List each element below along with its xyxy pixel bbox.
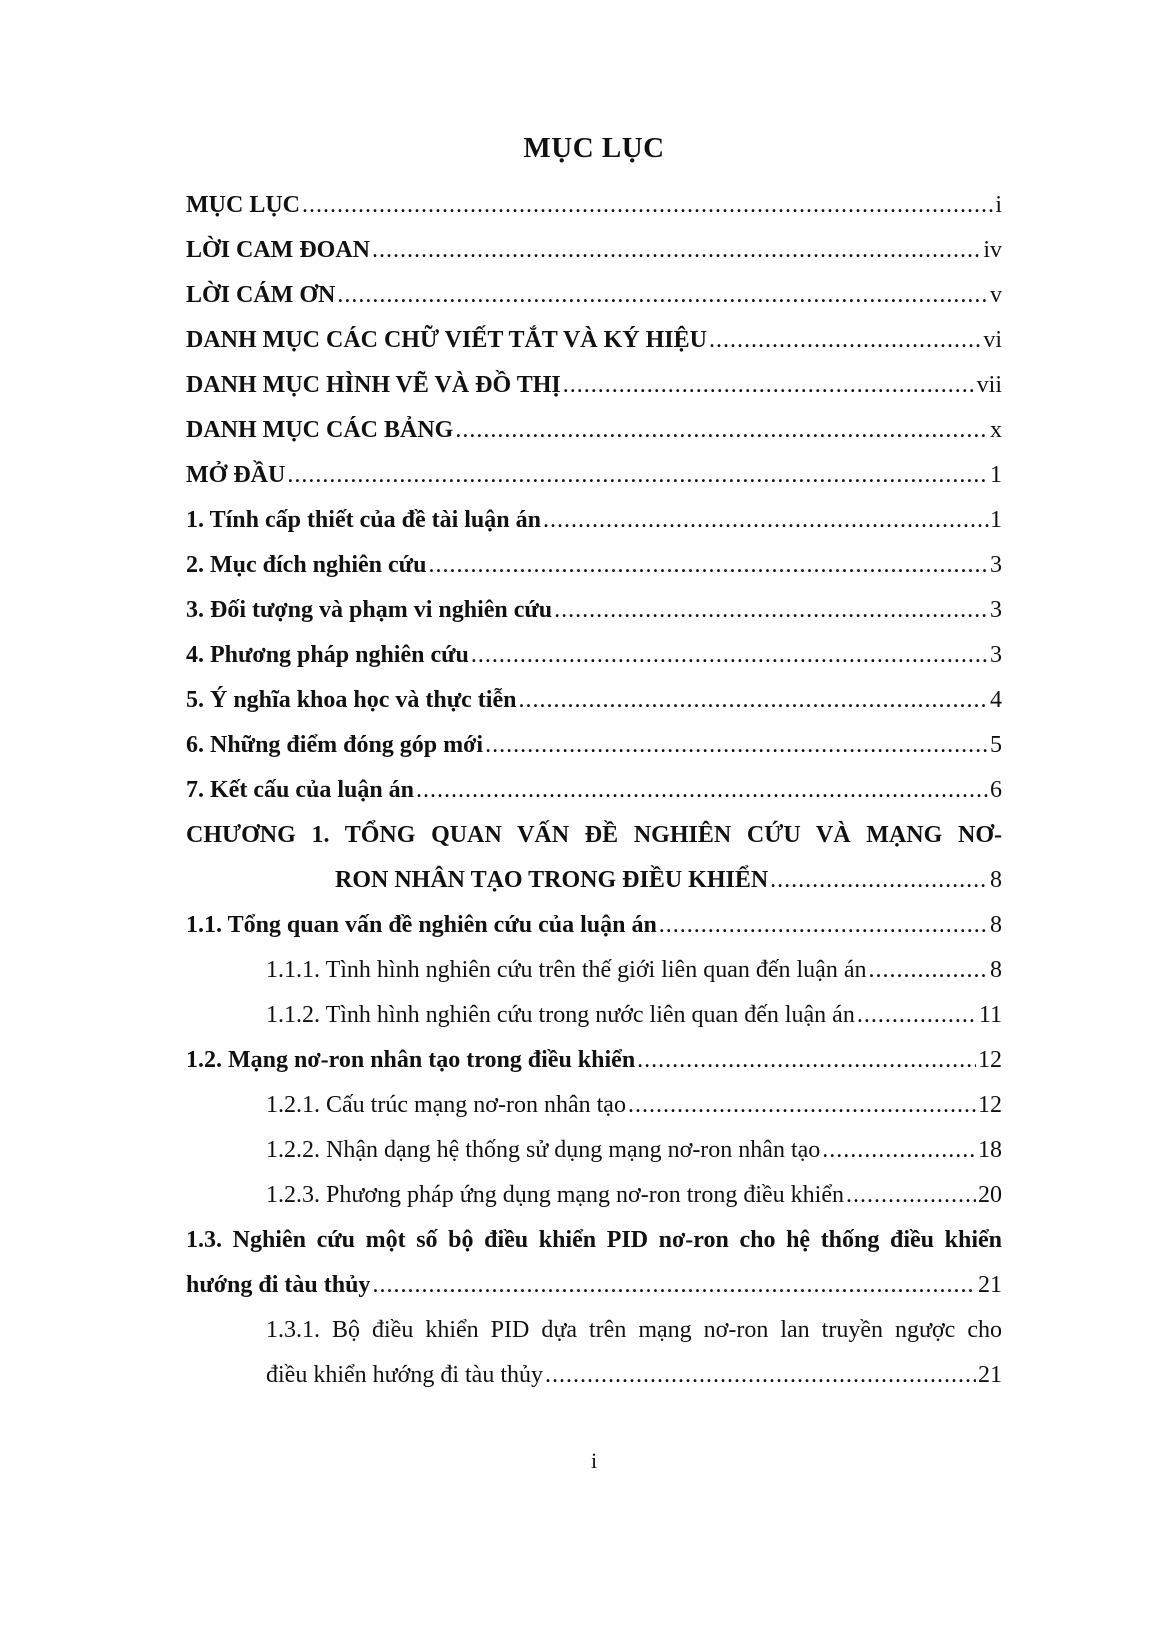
toc-entry-text: 1.2.3. Phương pháp ứng dụng mạng nơ-ron trong điều khiển [266, 1182, 845, 1208]
toc-entry[interactable] [186, 723, 1002, 768]
toc-page-number: vii [976, 372, 1002, 398]
toc-entry-text: 1.2.1. Cấu trúc mạng nơ-ron nhân tạo [266, 1092, 626, 1118]
toc-page-number: 3 [990, 597, 1002, 623]
toc-entry-text: 4. Phương pháp nghiên cứu [186, 642, 469, 668]
toc-page-number: 5 [990, 732, 1002, 758]
toc-entry-text: 1.3.1. Bộ điều khiển PID dựa trên mạng nơ-ron lan truyền ngược cho [266, 1317, 1002, 1343]
toc-entry-text: 1.1.2. Tình hình nghiên cứu trong nước liên quan đến luận án [266, 1002, 855, 1028]
toc-page-number: 12 [978, 1047, 1002, 1073]
toc-entry-text: 1. Tính cấp thiết của đề tài luận án [186, 507, 541, 533]
page-title: MỤC LỤC [523, 132, 665, 164]
dot-leader [770, 858, 988, 903]
dot-leader [372, 228, 981, 273]
toc-page-number: x [990, 417, 1002, 443]
toc-entry[interactable] [186, 408, 1002, 453]
toc-page-number: 8 [990, 912, 1002, 938]
toc-entry-text: LỜI CÁM ƠN [186, 282, 336, 308]
toc-page-number: 21 [978, 1362, 1002, 1388]
toc-entry[interactable] [186, 633, 1002, 678]
toc-entry-text: 1.2. Mạng nơ-ron nhân tạo trong điều khiển [186, 1047, 636, 1073]
toc-page-number: 20 [978, 1182, 1002, 1208]
toc-page-number: v [990, 282, 1002, 308]
toc-entry-text: 1.1. Tổng quan vấn đề nghiên cứu của luận án [186, 912, 657, 938]
toc-entry-text: 2. Mục đích nghiên cứu [186, 552, 427, 578]
dot-leader [659, 903, 988, 948]
toc-entry-line[interactable] [186, 813, 1002, 858]
toc-entry-text-cont: hướng đi tàu thủy [186, 1272, 371, 1298]
dot-leader [428, 543, 988, 588]
dot-leader [485, 723, 988, 768]
dot-leader [372, 1263, 976, 1308]
toc-entry-text: 1.2.2. Nhận dạng hệ thống sử dụng mạng nơ-ron nhân tạo [266, 1137, 821, 1163]
toc-entry[interactable] [186, 678, 1002, 723]
dot-leader [822, 1128, 976, 1173]
toc-entry[interactable] [186, 543, 1002, 588]
toc-entry-text: DANH MỤC HÌNH VẼ VÀ ĐỒ THỊ [186, 372, 561, 398]
toc-entry-text: DANH MỤC CÁC CHỮ VIẾT TẮT VÀ KÝ HIỆU [186, 327, 707, 353]
toc-page-number: i [995, 192, 1002, 218]
dot-leader [554, 588, 988, 633]
toc-page-number: 8 [990, 957, 1002, 983]
toc-page-number: 3 [990, 552, 1002, 578]
toc-entry[interactable] [186, 948, 1002, 993]
toc-entry[interactable] [186, 363, 1002, 408]
toc-entry-text: MỤC LỤC [186, 192, 300, 218]
page-number: i [590, 1448, 598, 1473]
dot-leader [868, 948, 988, 993]
toc-entry-text-cont: RON NHÂN TẠO TRONG ĐIỀU KHIỂN [335, 867, 769, 893]
dot-leader [302, 183, 993, 228]
table-of-contents [186, 183, 1002, 1398]
toc-page-number: 11 [978, 1002, 1002, 1028]
toc-entry[interactable] [186, 183, 1002, 228]
toc-page-number: iv [983, 237, 1002, 263]
toc-page-number: 1 [990, 462, 1002, 488]
toc-entry[interactable] [186, 903, 1002, 948]
toc-entry[interactable] [186, 1083, 1002, 1128]
toc-entry[interactable] [186, 228, 1002, 273]
toc-entry-text: DANH MỤC CÁC BẢNG [186, 417, 454, 443]
toc-page-number: .1 [984, 507, 1002, 533]
toc-entry[interactable] [186, 858, 1002, 903]
toc-entry-text: 5. Ý nghĩa khoa học và thực tiễn [186, 687, 517, 713]
toc-entry-text: LỜI CAM ĐOAN [186, 237, 370, 263]
toc-entry-text-cont: điều khiển hướng đi tàu thủy [266, 1362, 543, 1388]
toc-entry[interactable] [186, 993, 1002, 1038]
toc-entry-text: MỞ ĐẦU [186, 462, 286, 488]
dot-leader [846, 1173, 976, 1218]
toc-page-number: 4 [990, 687, 1002, 713]
toc-entry-line[interactable] [186, 1308, 1002, 1353]
toc-entry[interactable] [186, 453, 1002, 498]
dot-leader [337, 273, 988, 318]
toc-page-number: vi [983, 327, 1002, 353]
dot-leader [416, 768, 988, 813]
toc-entry-text: 1.1.1. Tình hình nghiên cứu trên thế giới liên quan đến luận án [266, 957, 867, 983]
dot-leader [471, 633, 988, 678]
toc-entry[interactable] [186, 1173, 1002, 1218]
toc-entry[interactable] [186, 273, 1002, 318]
dot-leader [628, 1083, 976, 1128]
dot-leader [637, 1038, 976, 1083]
toc-entry-text: CHƯƠNG 1. TỔNG QUAN VẤN ĐỀ NGHIÊN CỨU VÀ MẠNG NƠ- [186, 822, 1002, 848]
dot-leader [857, 993, 977, 1038]
toc-entry[interactable] [186, 1263, 1002, 1308]
toc-entry[interactable] [186, 1128, 1002, 1173]
toc-entry[interactable] [186, 1353, 1002, 1398]
toc-entry-text: 7. Kết cấu của luận án [186, 777, 415, 803]
dot-leader [455, 408, 988, 453]
toc-entry[interactable] [186, 318, 1002, 363]
toc-entry-text: 1.3. Nghiên cứu một số bộ điều khiển PID nơ-ron cho hệ thống điều khiển [186, 1227, 1002, 1253]
dot-leader [709, 318, 981, 363]
toc-entry[interactable] [186, 498, 1002, 543]
toc-page-number: 8 [990, 867, 1002, 893]
toc-entry[interactable] [186, 588, 1002, 633]
dot-leader [287, 453, 988, 498]
dot-leader [563, 363, 975, 408]
toc-entry-line[interactable] [186, 1218, 1002, 1263]
toc-page-number: 18 [978, 1137, 1002, 1163]
toc-entry[interactable] [186, 1038, 1002, 1083]
toc-page-number: 12 [978, 1092, 1002, 1118]
toc-entry-text: 3. Đối tượng và phạm vi nghiên cứu [186, 597, 553, 623]
dot-leader [518, 678, 988, 723]
toc-page-number: 3 [990, 642, 1002, 668]
toc-page-number: 21 [978, 1272, 1002, 1298]
toc-page-number: 6 [990, 777, 1002, 803]
toc-entry[interactable] [186, 768, 1002, 813]
dot-leader [543, 498, 982, 543]
dot-leader [545, 1353, 976, 1398]
toc-entry-text: 6. Những điểm đóng góp mới [186, 732, 484, 758]
